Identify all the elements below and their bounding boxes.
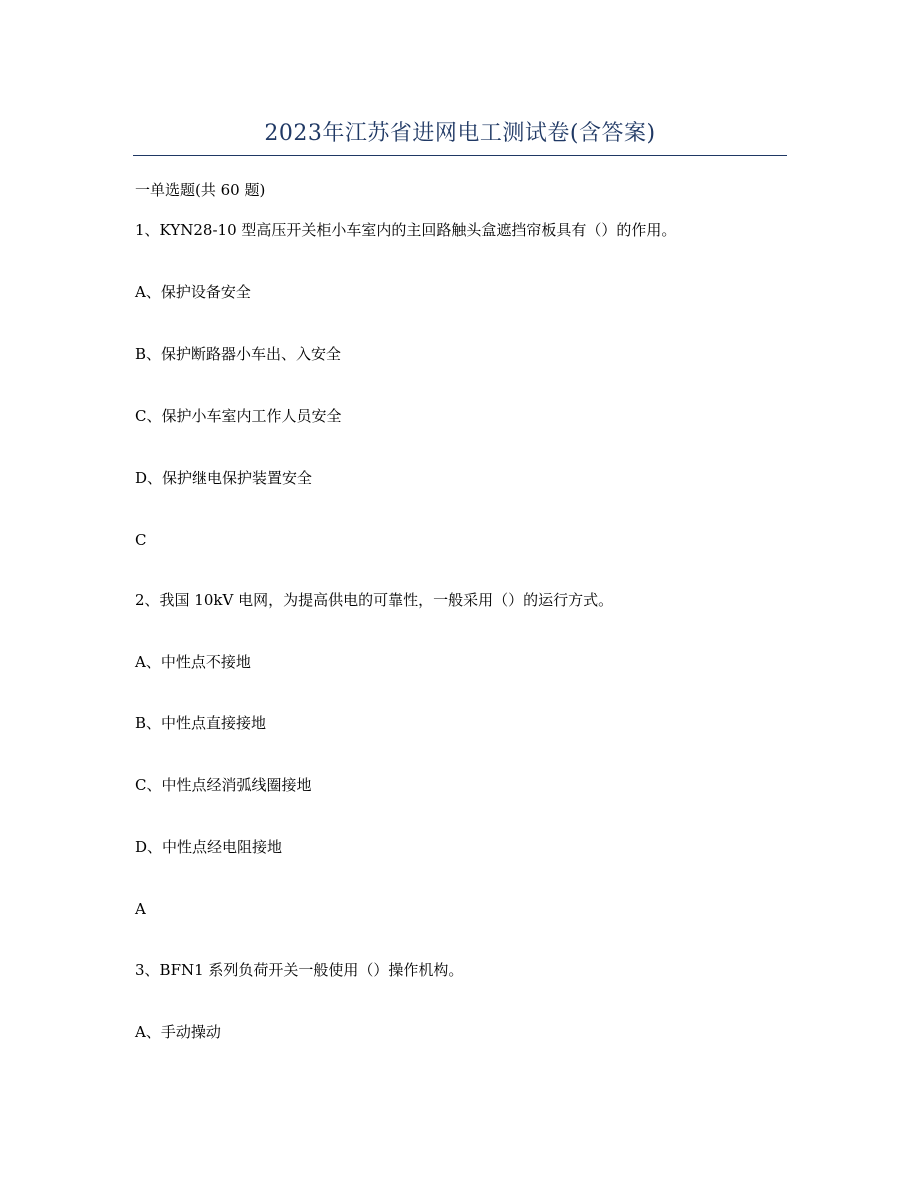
question-option: A、手动操动 (135, 1023, 221, 1041)
question-option: D、中性点经电阻接地 (135, 838, 283, 856)
question-option: D、保护继电保护装置安全 (135, 469, 313, 487)
question-answer: C (135, 531, 147, 549)
section-heading: 一单选题(共 60 题) (135, 181, 266, 199)
question-option: B、保护断路器小车出、入安全 (135, 345, 342, 363)
question-answer: A (135, 900, 146, 918)
question-stem: 2、我国 10kV 电网，为提高供电的可靠性，一般采用（）的运行方式。 (135, 591, 614, 609)
question-option: A、中性点不接地 (135, 653, 251, 671)
title-underline (133, 155, 787, 156)
question-stem: 1、KYN28-10 型高压开关柜小车室内的主回路触头盒遮挡帘板具有（）的作用。 (135, 221, 677, 239)
question-stem: 3、BFN1 系列负荷开关一般使用（）操作机构。 (135, 961, 464, 979)
question-option: C、保护小车室内工作人员安全 (135, 407, 342, 425)
question-option: C、中性点经消弧线圈接地 (135, 776, 312, 794)
page-title: 2023年江苏省进网电工测试卷(含答案) (264, 121, 656, 146)
question-option: A、保护设备安全 (135, 283, 251, 301)
question-option: B、中性点直接接地 (135, 714, 267, 732)
